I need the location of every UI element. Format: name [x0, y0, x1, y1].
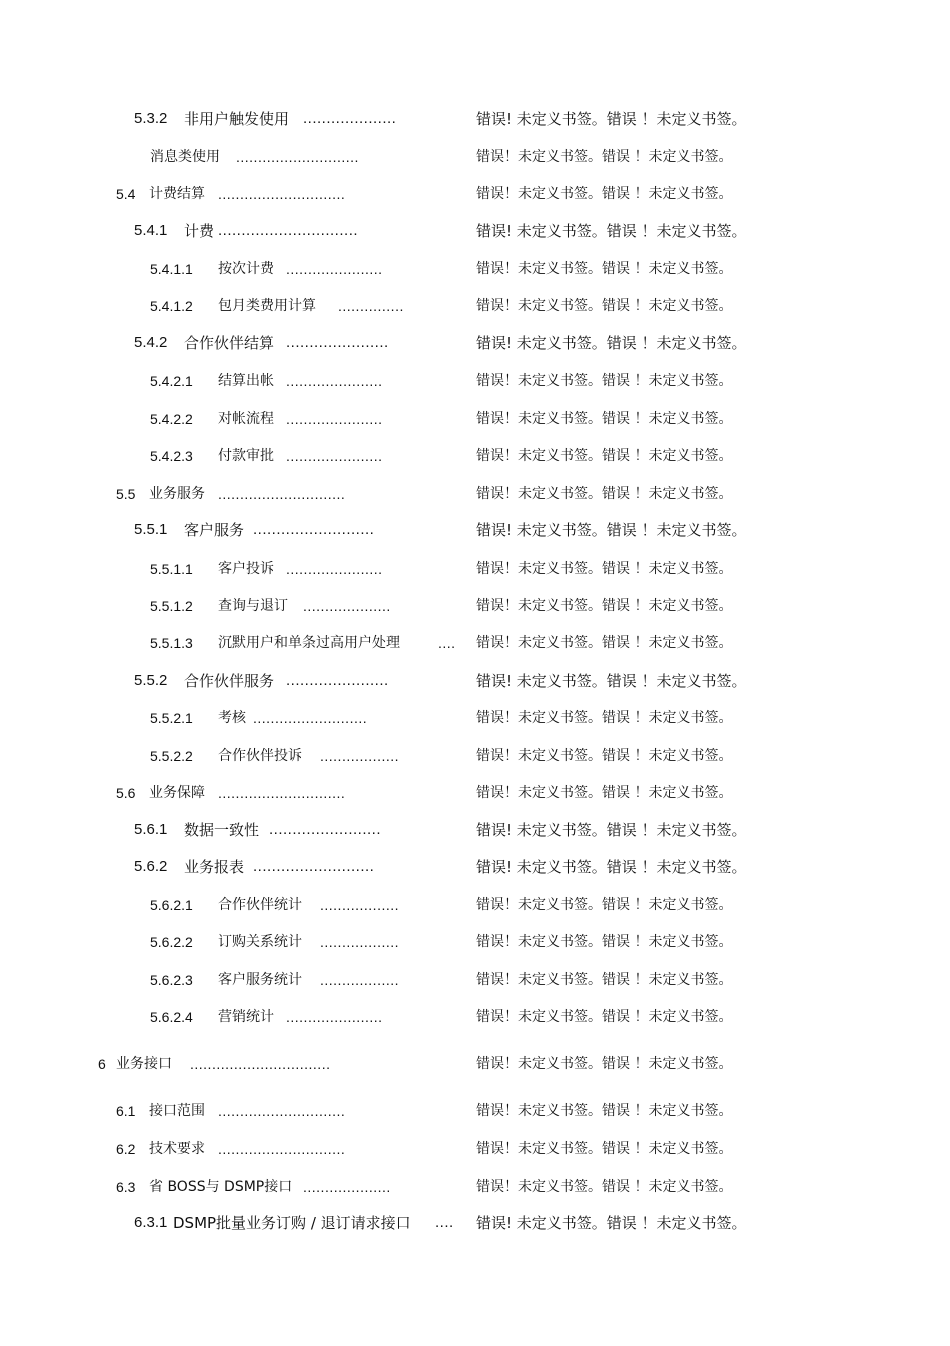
- toc-leader-dots: .............................: [218, 486, 346, 502]
- toc-entry[interactable]: [0, 1175, 950, 1199]
- toc-page-ref-error: 错误！未定义书签。错误 ！未定义书签。: [476, 1103, 733, 1119]
- toc-page-ref-error: 错误！未定义书签。错误 ！未定义书签。: [476, 448, 733, 464]
- toc-page-ref-error: 错误! 未定义书签。错误 ！未定义书签。: [476, 1214, 747, 1232]
- toc-leader-dots: ..................: [320, 972, 400, 988]
- toc-entry[interactable]: [0, 294, 950, 318]
- toc-entry-title: 合作伙伴统计: [218, 897, 302, 913]
- toc-entry[interactable]: [0, 930, 950, 954]
- toc-page-ref-error: 错误！未定义书签。错误 ！未定义书签。: [476, 598, 733, 614]
- toc-leader-dots: ......................: [286, 672, 389, 689]
- toc-entry-title: 合作伙伴投诉: [218, 748, 302, 764]
- toc-entry-number: 5.4.2.3: [150, 448, 193, 464]
- toc-entry-number: 5.6.2.3: [150, 972, 193, 988]
- toc-leader-dots: ......................: [286, 261, 383, 277]
- toc-entry-number: 6.1: [116, 1103, 136, 1119]
- toc-entry-number: 6.3.1: [134, 1214, 168, 1231]
- toc-leader-dots: .............................: [218, 1141, 346, 1157]
- toc-entry-title: 合作伙伴服务: [184, 672, 275, 690]
- toc-entry-title: 计费: [184, 222, 215, 240]
- toc-entry-title: 业务服务: [149, 486, 205, 502]
- toc-page-ref-error: 错误！未定义书签。错误 ！未定义书签。: [476, 486, 733, 502]
- toc-entry-title: 查询与退订: [218, 598, 288, 614]
- toc-entry[interactable]: [0, 182, 950, 206]
- toc-entry-number: 5.6.2.4: [150, 1009, 193, 1025]
- toc-entry-title: 消息类使用: [150, 149, 220, 165]
- toc-entry-title: 非用户触发使用: [184, 110, 290, 128]
- toc-entry[interactable]: [0, 1052, 950, 1076]
- toc-page-ref-error: 错误！未定义书签。错误 ！未定义书签。: [476, 972, 733, 988]
- toc-entry-number: 5.5: [116, 486, 136, 502]
- toc-leader-dots: ..........................: [253, 858, 375, 875]
- toc-entry-title: 客户服务统计: [218, 972, 302, 988]
- toc-entry[interactable]: [0, 482, 950, 506]
- toc-entry-title: 包月类费用计算: [218, 298, 316, 314]
- toc-page-ref-error: 错误！未定义书签。错误 ！未定义书签。: [476, 635, 733, 651]
- toc-page-ref-error: 错误！未定义书签。错误 ！未定义书签。: [476, 261, 733, 277]
- toc-entry-title: 对帐流程: [218, 411, 274, 427]
- toc-page-ref-error: 错误！未定义书签。错误 ！未定义书签。: [476, 785, 733, 801]
- toc-entry[interactable]: [0, 257, 950, 281]
- toc-page-ref-error: 错误! 未定义书签。错误 ！未定义书签。: [476, 858, 747, 876]
- toc-entry[interactable]: [0, 407, 950, 431]
- toc-entry-number: 5.5.2.1: [150, 710, 193, 726]
- toc-entry-number: 5.4.2.2: [150, 411, 193, 427]
- toc-entry-number: 6: [98, 1056, 106, 1072]
- toc-page-ref-error: 错误！未定义书签。错误 ！未定义书签。: [476, 149, 733, 165]
- toc-entry-number: 5.4: [116, 186, 136, 202]
- toc-entry[interactable]: [0, 781, 950, 805]
- toc-leader-dots: ..................: [320, 934, 400, 950]
- toc-entry-title: 省 BOSS与 DSMP接口: [149, 1179, 293, 1195]
- toc-entry-number: 5.4.1.1: [150, 261, 193, 277]
- toc-leader-dots: ................................: [190, 1056, 331, 1072]
- toc-entry-title: 客户服务: [184, 521, 245, 539]
- toc-leader-dots: ...............: [338, 298, 404, 314]
- toc-entry[interactable]: [0, 631, 950, 655]
- toc-entry[interactable]: [0, 893, 950, 917]
- toc-page-ref-error: 错误! 未定义书签。错误 ！未定义书签。: [476, 821, 747, 839]
- toc-leader-dots: ..........................: [253, 521, 375, 538]
- toc-entry-title: 沉默用户和单条过高用户处理: [218, 635, 400, 651]
- toc-page-ref-error: 错误！未定义书签。错误 ！未定义书签。: [476, 561, 733, 577]
- toc-entry[interactable]: [0, 331, 950, 355]
- toc-entry-number: 5.4.2: [134, 334, 168, 351]
- toc-page-ref-error: 错误！未定义书签。错误 ！未定义书签。: [476, 748, 733, 764]
- toc-entry-title: 业务保障: [149, 785, 205, 801]
- toc-leader-dots: ....: [435, 1214, 454, 1231]
- toc-entry[interactable]: [0, 818, 950, 842]
- toc-entry[interactable]: [0, 968, 950, 992]
- toc-entry-title: 按次计费: [218, 261, 274, 277]
- toc-entry[interactable]: [0, 744, 950, 768]
- toc-entry[interactable]: [0, 219, 950, 243]
- toc-entry-title: 考核: [218, 710, 246, 726]
- toc-entry[interactable]: [0, 145, 950, 169]
- toc-entry-title: 结算出帐: [218, 373, 274, 389]
- toc-entry-title: 客户投诉: [218, 561, 274, 577]
- toc-entry[interactable]: [0, 369, 950, 393]
- toc-page-ref-error: 错误！未定义书签。错误 ！未定义书签。: [476, 1056, 733, 1072]
- toc-entry-number: 6.2: [116, 1141, 136, 1157]
- toc-entry[interactable]: [0, 669, 950, 693]
- toc-entry-number: 5.4.1: [134, 222, 168, 239]
- toc-page-ref-error: 错误! 未定义书签。错误 ！未定义书签。: [476, 110, 747, 128]
- toc-entry-number: 6.3: [116, 1179, 136, 1195]
- toc-entry-number: 5.3.2: [134, 110, 168, 127]
- toc-leader-dots: ......................: [286, 561, 383, 577]
- toc-entry-title: DSMP批量业务订购 / 退订请求接口: [173, 1214, 411, 1232]
- toc-entry-number: 5.5.2: [134, 672, 168, 689]
- toc-page-ref-error: 错误！未定义书签。错误 ！未定义书签。: [476, 186, 733, 202]
- toc-leader-dots: ........................: [269, 821, 382, 838]
- toc-leader-dots: ......................: [286, 411, 383, 427]
- toc-entry-title: 合作伙伴结算: [184, 334, 275, 352]
- toc-page-ref-error: 错误! 未定义书签。错误 ！未定义书签。: [476, 222, 747, 240]
- toc-leader-dots: .............................: [218, 785, 346, 801]
- toc-entry-title: 技术要求: [149, 1141, 205, 1157]
- toc-entry-number: 5.5.1.3: [150, 635, 193, 651]
- toc-entry-title: 营销统计: [218, 1009, 274, 1025]
- toc-entry-title: 业务接口: [116, 1056, 172, 1072]
- toc-leader-dots: ............................: [236, 149, 359, 165]
- toc-entry-title: 计费结算: [149, 186, 205, 202]
- toc-entry-number: 5.6: [116, 785, 136, 801]
- toc-leader-dots: ..................: [320, 897, 400, 913]
- toc-entry-number: 5.6.2: [134, 858, 168, 875]
- toc-entry-title: 接口范围: [149, 1103, 205, 1119]
- toc-leader-dots: ..............................: [218, 222, 359, 239]
- toc-page-ref-error: 错误！未定义书签。错误 ！未定义书签。: [476, 710, 733, 726]
- toc-entry[interactable]: [0, 855, 950, 879]
- toc-leader-dots: ..........................: [253, 710, 368, 726]
- toc-entry[interactable]: [0, 1137, 950, 1161]
- toc-entry-title: 订购关系统计: [218, 934, 302, 950]
- toc-entry-number: 5.6.1: [134, 821, 168, 838]
- toc-leader-dots: ....................: [303, 110, 397, 127]
- toc-page-ref-error: 错误！未定义书签。错误 ！未定义书签。: [476, 411, 733, 427]
- toc-entry-number: 5.5.1.1: [150, 561, 193, 577]
- toc-page-ref-error: 错误！未定义书签。错误 ！未定义书签。: [476, 1141, 733, 1157]
- toc-entry[interactable]: [0, 557, 950, 581]
- toc-page-ref-error: 错误! 未定义书签。错误 ！未定义书签。: [476, 521, 747, 539]
- toc-entry[interactable]: [0, 518, 950, 542]
- toc-page-ref-error: 错误！未定义书签。错误 ！未定义书签。: [476, 298, 733, 314]
- toc-leader-dots: ....................: [303, 598, 391, 614]
- toc-leader-dots: ....................: [303, 1179, 391, 1195]
- toc-leader-dots: ......................: [286, 448, 383, 464]
- toc-leader-dots: ....: [438, 635, 456, 651]
- toc-entry-number: 5.6.2.1: [150, 897, 193, 913]
- toc-entry-number: 5.6.2.2: [150, 934, 193, 950]
- toc-entry-title: 数据一致性: [184, 821, 260, 839]
- toc-entry-number: 5.4.1.2: [150, 298, 193, 314]
- toc-entry-number: 5.4.2.1: [150, 373, 193, 389]
- toc-page-ref-error: 错误！未定义书签。错误 ！未定义书签。: [476, 1179, 733, 1195]
- toc-leader-dots: ......................: [286, 1009, 383, 1025]
- toc-entry-number: 5.5.1.2: [150, 598, 193, 614]
- toc-page-ref-error: 错误！未定义书签。错误 ！未定义书签。: [476, 1009, 733, 1025]
- toc-entry[interactable]: [0, 1099, 950, 1123]
- toc-entry-number: 5.5.1: [134, 521, 168, 538]
- toc-page-ref-error: 错误! 未定义书签。错误 ！未定义书签。: [476, 334, 747, 352]
- toc-entry[interactable]: [0, 107, 950, 131]
- toc-entry[interactable]: [0, 594, 950, 618]
- toc-entry[interactable]: [0, 1005, 950, 1029]
- toc-page-ref-error: 错误! 未定义书签。错误 ！未定义书签。: [476, 672, 747, 690]
- toc-leader-dots: ......................: [286, 334, 389, 351]
- toc-leader-dots: ......................: [286, 373, 383, 389]
- toc-entry-number: 5.5.2.2: [150, 748, 193, 764]
- toc-entry[interactable]: [0, 1211, 950, 1235]
- toc-entry-title: 付款审批: [218, 448, 274, 464]
- toc-page-ref-error: 错误！未定义书签。错误 ！未定义书签。: [476, 934, 733, 950]
- toc-entry-title: 业务报表: [184, 858, 245, 876]
- toc-leader-dots: .............................: [218, 186, 346, 202]
- toc-leader-dots: .............................: [218, 1103, 346, 1119]
- toc-leader-dots: ..................: [320, 748, 400, 764]
- toc-entry[interactable]: [0, 706, 950, 730]
- toc-entry[interactable]: [0, 444, 950, 468]
- toc-page-ref-error: 错误！未定义书签。错误 ！未定义书签。: [476, 897, 733, 913]
- toc-page-ref-error: 错误！未定义书签。错误 ！未定义书签。: [476, 373, 733, 389]
